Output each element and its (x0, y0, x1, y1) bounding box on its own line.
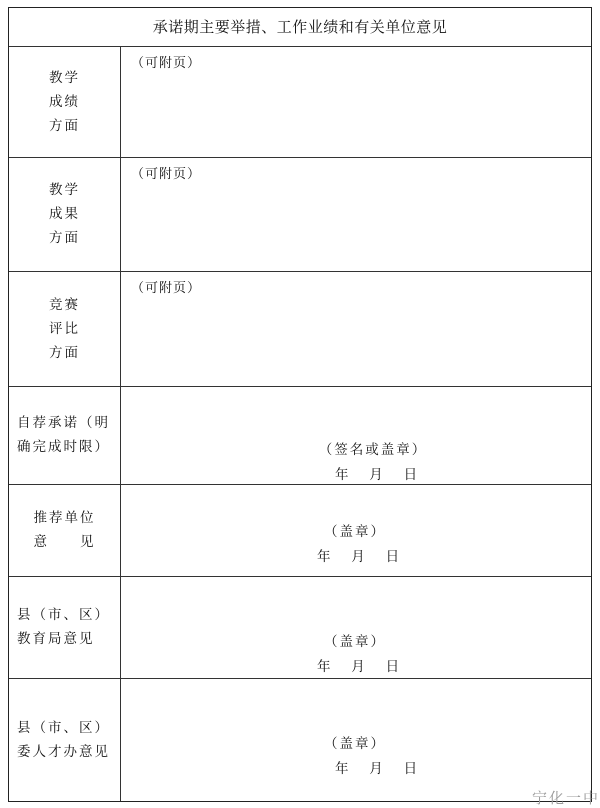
attach-note: （可附页） (131, 56, 202, 71)
seal-label: （盖章） (324, 736, 386, 752)
seal-label: （盖章） (324, 524, 386, 540)
date-line: 年 月 日 (317, 549, 401, 565)
date-line: 年 月 日 (335, 467, 419, 483)
sign-or-seal-label: （签名或盖章） (318, 442, 428, 458)
attach-note: （可附页） (131, 281, 202, 296)
label-county-talent: 县（市、区） 委人才办意见 (17, 719, 110, 760)
attach-note: （可附页） (131, 167, 202, 182)
label-competition: 竞赛 评比 方面 (49, 296, 80, 361)
label-teaching-results: 教学 成绩 方面 (49, 69, 80, 134)
label-teaching-achievements: 教学 成果 方面 (49, 182, 80, 246)
form-table (8, 7, 592, 802)
form-title: 承诺期主要举措、工作业绩和有关单位意见 (152, 18, 448, 36)
label-recommend-unit: 推荐单位 意 见 (33, 510, 96, 550)
column-divider (120, 46, 121, 801)
watermark: 宁化一中 (531, 789, 600, 807)
date-line: 年 月 日 (335, 761, 419, 777)
date-line: 年 月 日 (317, 659, 401, 675)
label-self-promise: 自荐承诺（明 确完成时限） (17, 415, 110, 455)
label-county-edu: 县（市、区） 教育局意见 (17, 607, 110, 647)
seal-label: （盖章） (324, 634, 386, 650)
